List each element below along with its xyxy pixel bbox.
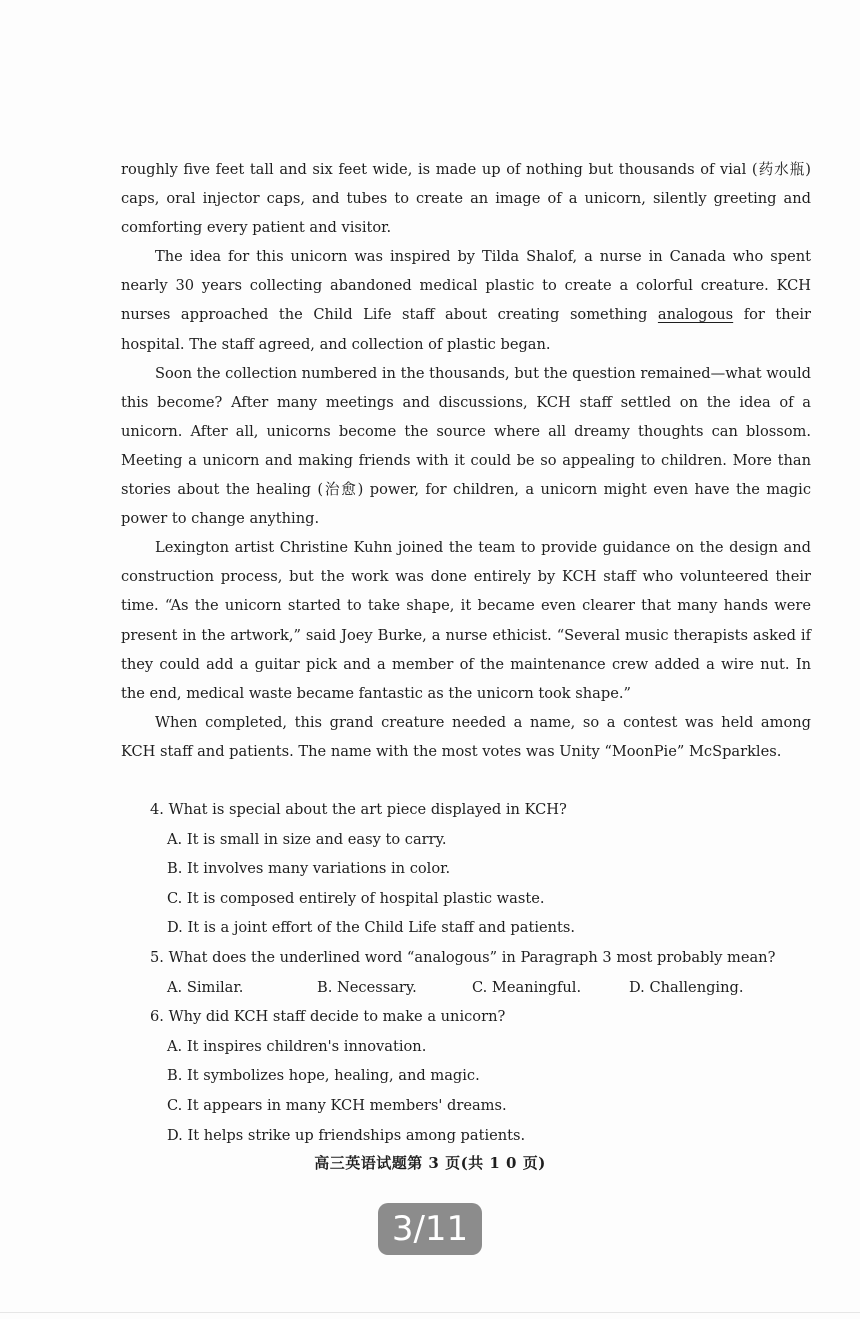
page-indicator-badge: 3/11 <box>378 1203 482 1255</box>
question-5-option-b: B. Necessary. <box>317 978 417 996</box>
reading-passage <box>121 155 811 766</box>
question-4 <box>150 795 810 943</box>
question-5-stem: 5. What does the underlined word “analogous” in Paragraph 3 most probably mean? <box>150 948 776 966</box>
question-6-option-a: A. It inspires children's innovation. <box>167 1037 427 1055</box>
question-6 <box>150 1002 810 1150</box>
question-4-option-b: B. It involves many variations in color. <box>167 860 451 878</box>
passage-paragraph-4: Lexington artist Christine Kuhn joined the team to provide guidance on the design and construction process, but the work was done entirely by KCH staff who volunteered their time. “As the unicorn started to take shape, it became even clearer that many hands were present in the artwork,” said Joey Burke, a nurse ethicist. “Several music therapists asked if they could add a guitar pick and a member of the maintenance crew added a wire nut. In the end, medical waste became fantastic as the unicorn took shape.” <box>121 539 811 702</box>
question-list <box>150 795 810 1150</box>
question-4-stem: 4. What is special about the art piece displayed in KCH? <box>150 801 567 818</box>
question-5-option-c: C. Meaningful. <box>472 978 582 996</box>
question-4-option-d: D. It is a joint effort of the Child Life staff and patients. <box>167 919 576 937</box>
paragraph-2-text-after: for their hospital. The staff agreed, and collection of plastic began. <box>121 306 811 353</box>
question-6-option-b: B. It symbolizes hope, healing, and magic. <box>167 1067 480 1085</box>
passage-paragraph-1: roughly five feet tall and six feet wide, is made up of nothing but thousands of vial (药水瓶) caps, oral injector caps, and tubes to create an image of a unicorn, silently greeting and comforting every patient and visitor. <box>121 161 811 237</box>
question-6-stem: 6. Why did KCH staff decide to make a unicorn? <box>150 1008 506 1026</box>
passage-paragraph-5: When completed, this grand creature needed a name, so a contest was held among KCH staff and patients. The name with the most votes was Unity “MoonPie” McSparkles. <box>121 713 811 760</box>
paragraph-2-text-before: The idea for this unicorn was inspired by Tilda Shalof, a nurse in Canada who spent nearly 30 years collecting abandoned medical plastic to create a colorful creature. KCH nurses approached the Child Life staff about creating something <box>121 248 811 324</box>
question-4-option-a: A. It is small in size and easy to carry. <box>167 830 447 848</box>
question-5-options <box>167 973 810 1003</box>
question-4-option-c: C. It is composed entirely of hospital plastic waste. <box>167 889 545 907</box>
question-6-option-d: D. It helps strike up friendships among patients. <box>167 1126 526 1144</box>
passage-paragraph-3: Soon the collection numbered in the thousands, but the question remained—what would this become? After many meetings and discussions, KCH staff settled on the idea of a unicorn. After all, unicorns become the source where all dreamy thoughts can blossom. Meeting a unicorn and making friends with it could be so appealing to children. More than stories about the healing (治愈) power, for children, a unicorn might even have the magic power to change anything. <box>121 364 811 528</box>
page-footer: 高三英语试题第 3 页(共 1 0 页) <box>314 1154 546 1172</box>
question-5-option-a: A. Similar. <box>167 978 244 996</box>
question-6-option-c: C. It appears in many KCH members' dreams. <box>167 1096 507 1114</box>
question-5-option-d: D. Challenging. <box>629 978 744 996</box>
bottom-divider <box>0 1312 860 1313</box>
question-5 <box>150 943 810 1002</box>
passage-paragraph-2 <box>121 242 811 358</box>
underlined-word-analogous: analogous <box>657 306 734 324</box>
